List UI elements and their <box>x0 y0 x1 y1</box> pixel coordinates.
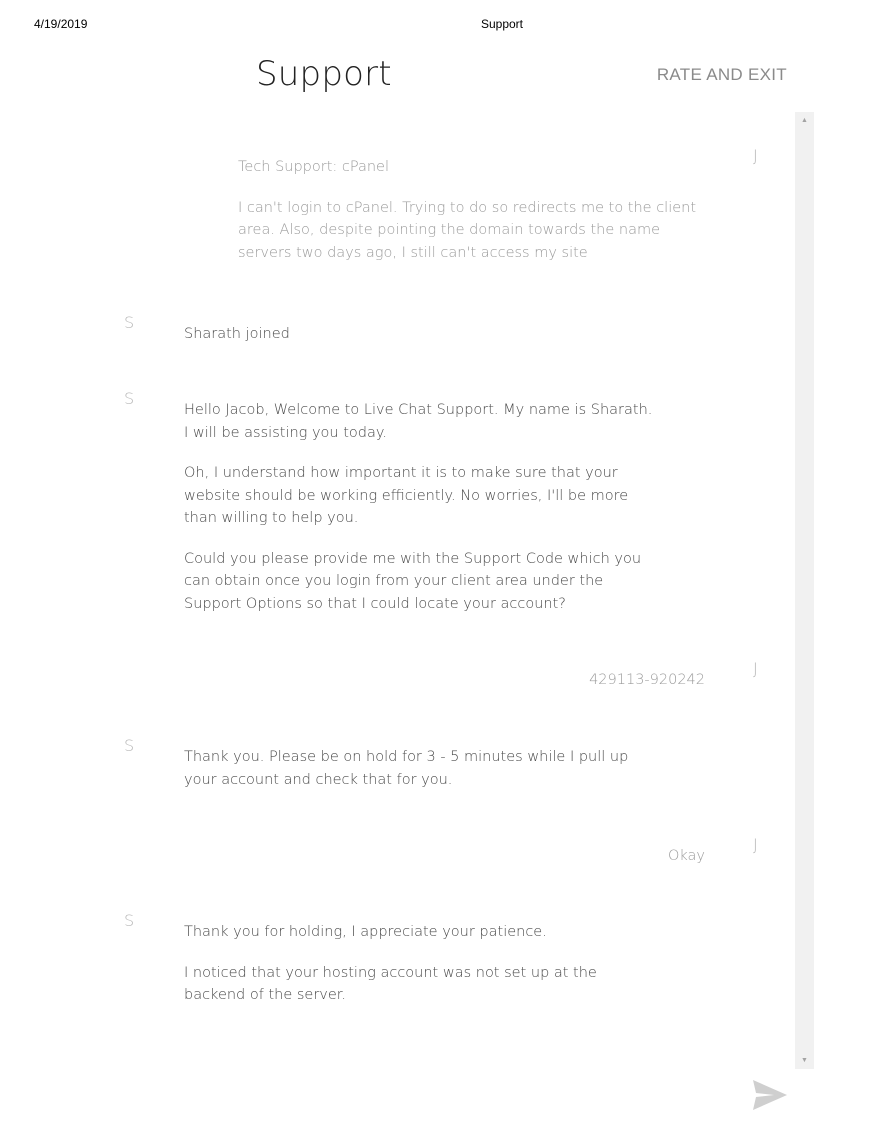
agent-message <box>184 399 659 615</box>
user-message <box>450 669 705 692</box>
message-text: Thank you. Please be on hold for 3 - 5 minutes while I pull up your account and check that for you. <box>184 749 629 788</box>
agent-message <box>184 746 659 791</box>
message-text: 429113-920242 <box>589 672 705 688</box>
scroll-down-arrow-icon[interactable]: ▼ <box>801 1057 808 1064</box>
message-text: I can't login to cPanel. Trying to do so redirects me to the client area. Also, despite pointing the domain towards the name servers two days ago, I still can't access my site <box>238 199 697 261</box>
print-title: Support <box>480 17 524 31</box>
user-avatar: J <box>753 659 758 678</box>
message-subject: Tech Support: cPanel <box>238 159 389 175</box>
agent-avatar: S <box>124 389 135 408</box>
agent-avatar: S <box>124 911 135 930</box>
page-title: Support <box>256 54 392 94</box>
scrollbar-thumb[interactable] <box>797 129 812 1049</box>
message-text: Sharath joined <box>184 326 290 342</box>
message-text: Could you please provide me with the Support Code which you can obtain once you login from your client area under the Support Options so that I could locate your account? <box>184 550 642 612</box>
message-text: Oh, I understand how important it is to make sure that your website should be working efficiently. No worries, I'll be more than willing to help you. <box>184 465 629 526</box>
message-text: I noticed that your hosting account was not set up at the backend of the server. <box>184 964 597 1003</box>
message-text: Thank you for holding, I appreciate your patience. <box>184 924 547 940</box>
chat-scrollbar[interactable] <box>795 112 814 1069</box>
print-date: 4/19/2019 <box>34 17 88 31</box>
user-avatar: J <box>753 146 758 165</box>
send-button[interactable] <box>752 1079 788 1111</box>
message-text: Okay <box>667 848 705 864</box>
print-header <box>0 17 893 33</box>
agent-avatar: S <box>124 736 135 755</box>
agent-avatar: S <box>124 313 135 332</box>
message-text: Hello Jacob, Welcome to Live Chat Support. My name is Sharath. I will be assisting you today. <box>184 402 653 441</box>
user-avatar: J <box>753 835 758 854</box>
chat-transcript[interactable] <box>0 112 795 1070</box>
user-message <box>238 156 708 264</box>
rate-and-exit-button[interactable]: RATE AND EXIT <box>656 65 787 84</box>
scroll-up-arrow-icon[interactable]: ▲ <box>801 117 808 124</box>
send-icon <box>752 1079 788 1111</box>
agent-message <box>184 323 664 346</box>
agent-message <box>184 921 659 1007</box>
user-message <box>450 845 705 868</box>
